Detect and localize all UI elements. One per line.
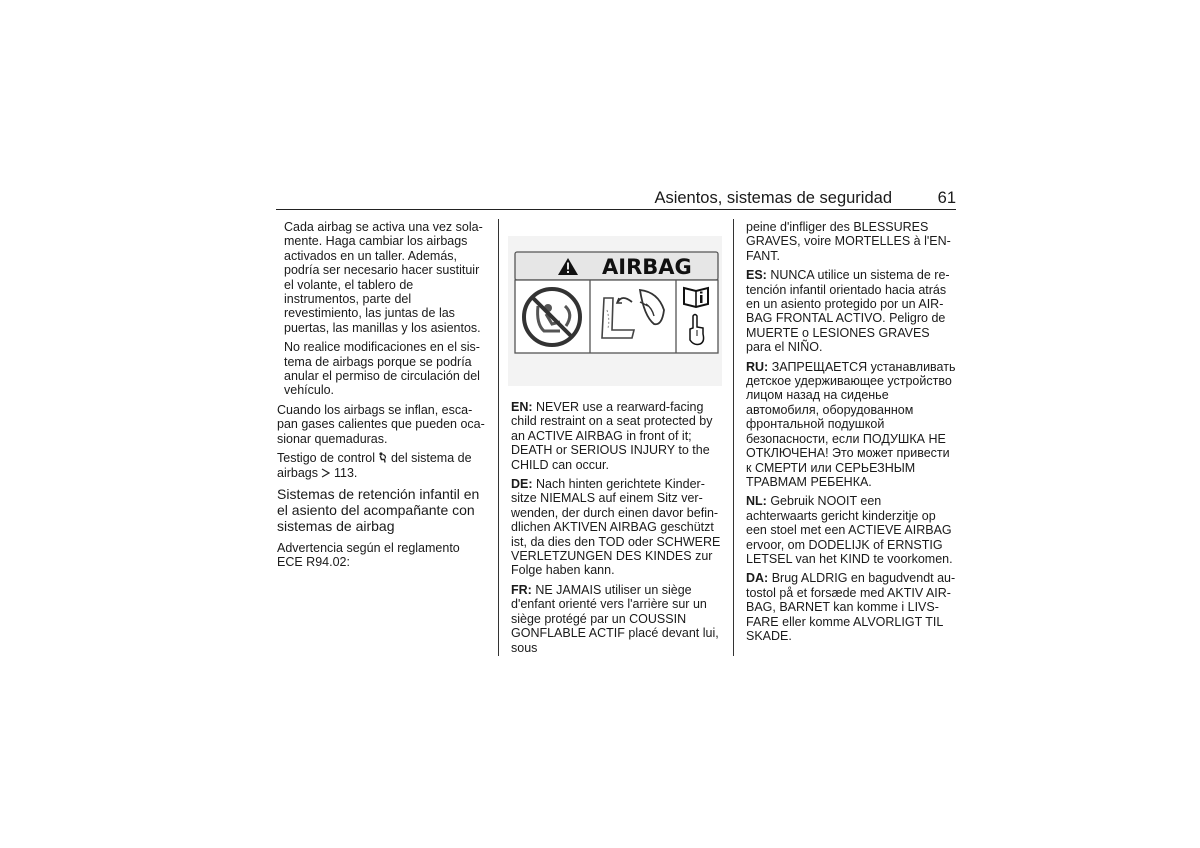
warning-fr bbox=[511, 583, 721, 655]
warning-ru bbox=[746, 360, 956, 490]
lang-label-ru: RU: bbox=[746, 359, 769, 374]
section-subheading: Sistemas de retención infantil en el asiento del acompañante con sistemas de airbag bbox=[277, 485, 480, 534]
page-reference-icon[interactable] bbox=[321, 467, 330, 477]
column-1 bbox=[277, 220, 487, 575]
warning-de bbox=[511, 477, 721, 578]
warning-fr-continued: peine d'infliger des BLESSURES GRAVES, voire MORTELLES à l'ENFANT. bbox=[746, 220, 951, 263]
paragraph-control-light bbox=[277, 451, 487, 480]
warning-text-en: NEVER use a rearward-facing child restraint on a seat protected by an ACTIVE AIRBAG in front of it; DEATH or SERIOUS INJURY to the CHILD can occur. bbox=[511, 400, 713, 472]
column-3 bbox=[746, 220, 956, 648]
page-header bbox=[276, 187, 956, 210]
section-title: Asientos, sistemas de seguridad bbox=[654, 189, 892, 207]
airbag-label-title: AIRBAG bbox=[602, 255, 692, 279]
lang-label-da: DA: bbox=[746, 571, 769, 586]
lang-label-nl: NL: bbox=[746, 494, 767, 509]
lang-label-es: ES: bbox=[746, 268, 767, 283]
paragraph-no-modifications: No realice modificaciones en el sistema de airbags porque se podría anular el permiso de circulación del vehículo. bbox=[284, 340, 480, 398]
warning-text-nl: Gebruik NOOIT een achterwaarts gericht kinderzitje op een stoel met een ACTIEVE AIRBAG ervoor, om DODELIJK of ERNSTIG LETSEL van het KIND te voorkomen. bbox=[746, 494, 953, 566]
warning-text-fr: NE JAMAIS utiliser un siège d'enfant orienté vers l'arrière sur un siège protégé par un COUSSIN GONFLABLE ACTIF placé devant lui, sous bbox=[511, 582, 719, 655]
page-reference-link[interactable]: 113. bbox=[333, 465, 358, 480]
warning-es bbox=[746, 268, 956, 354]
column-divider-1 bbox=[498, 219, 499, 656]
paragraph-hot-gases: Cuando los airbags se inflan, escapan gases calientes que pueden ocasionar quemaduras. bbox=[277, 402, 485, 446]
lang-label-fr: FR: bbox=[511, 582, 532, 597]
warning-en bbox=[511, 400, 721, 472]
column-2 bbox=[511, 400, 721, 660]
control-light-prefix: Testigo de control bbox=[277, 451, 375, 466]
lang-label-en: EN: bbox=[511, 400, 533, 414]
warning-da bbox=[746, 571, 956, 643]
lang-label-de: DE: bbox=[511, 477, 533, 492]
airbag-indicator-icon bbox=[378, 452, 387, 463]
warning-text-ru: ЗАПРЕЩАЕТСЯ устанавливать детское удерживающее устройство лицом назад на сиденье автомобиля, оборудованном фронтальной подушкой безопасности, если ПОДУШКА НЕ ОТКЛЮЧЕНА! Это может привести к СМЕРТИ или СЕРЬЕЗНЫМ ТРАВМАМ РЕБЕНКА. bbox=[746, 359, 956, 489]
warning-text-de: Nach hinten gerichtete Kindersitze NIEMALS auf einem Sitz verwenden, der durch einen davor befindlichen AKTIVEN AIRBAG geschützt ist, da dies den TOD oder SCHWERE VERLETZUNGEN DES KINDES zur Folge haben kann. bbox=[511, 477, 721, 578]
control-light-middle: del sistema de airbags bbox=[277, 451, 472, 480]
page-number: 61 bbox=[937, 189, 956, 207]
warning-nl bbox=[746, 494, 956, 566]
warning-text-es: NUNCA utilice un sistema de retención infantil orientado hacia atrás en un asiento protegido por un AIRBAG FRONTAL ACTIVO. Peligro de MUERTE o LESIONES GRAVES para el NIÑO. bbox=[746, 268, 950, 355]
warning-text-da: Brug ALDRIG en bagudvendt autostol på et forsæde med AKTIV AIRBAG, BARNET kan komme i LIVSFARE eller komme ALVORLIGT TIL SKADE. bbox=[746, 571, 956, 643]
airbag-warning-label-figure bbox=[508, 236, 722, 386]
paragraph-airbag-replacement: Cada airbag se activa una vez solamente. Haga cambiar los airbags activados en un taller. Además, podría ser necesario hacer sustituir el volante, el tablero de instrumentos, parte del revestimiento, las juntas de las puertas, las manillas y los asientos. bbox=[284, 220, 483, 335]
column-divider-2 bbox=[733, 219, 734, 656]
paragraph-ece-warning: Advertencia según el reglamento ECE R94.02: bbox=[277, 540, 460, 570]
owner-manual-icon bbox=[684, 288, 708, 307]
